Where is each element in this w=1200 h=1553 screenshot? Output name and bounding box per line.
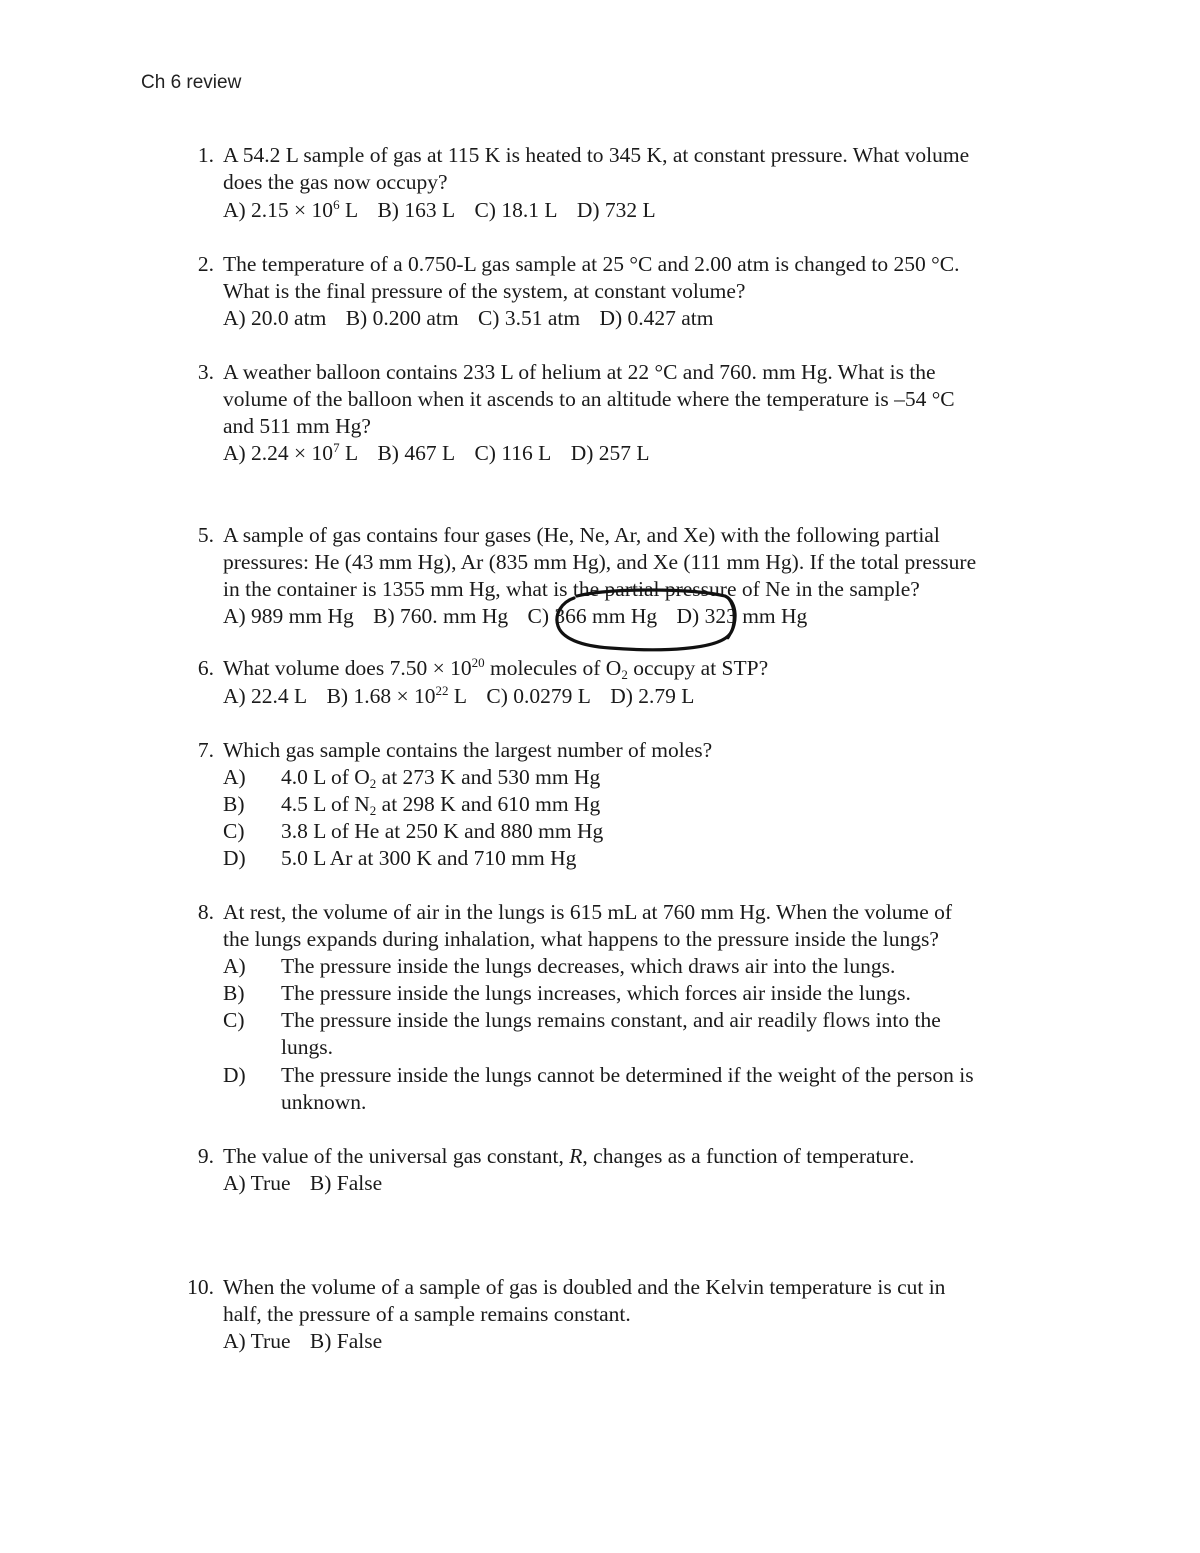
option-text: 4.5 L of $N_2$ at 298 K and 610 mm Hg	[281, 792, 601, 818]
question-number: 3.	[197, 360, 214, 384]
question-number: 6.	[197, 656, 214, 680]
choice-b: B) False	[309, 1329, 383, 1353]
choice-a: A) 22.4 L	[223, 684, 308, 708]
choice-c: C) 0.0279 L	[486, 684, 591, 708]
choice-d: D) 2.79 L	[610, 684, 695, 708]
option-letter: D)	[223, 846, 246, 870]
question-text: and 511 mm Hg?	[223, 414, 371, 438]
answer-choices	[223, 683, 694, 710]
question-text: A sample of gas contains four gases (He, Ne, Ar, and Xe) with the following partial	[223, 523, 940, 547]
question-text: pressures: He (43 mm Hg), Ar (835 mm Hg), and Xe (111 mm Hg). If the total pressure	[223, 550, 977, 574]
answer-choices	[223, 440, 650, 467]
question-text: The temperature of a 0.750-L gas sample at 25 °C and 2.00 atm is changed to 250 °C.	[223, 252, 960, 276]
choice-a: A) True	[223, 1171, 291, 1195]
option-text: 3.8 L of He at 250 K and 880 mm Hg	[281, 819, 604, 843]
question-text: half, the pressure of a sample remains constant.	[223, 1302, 631, 1326]
question-text: Which gas sample contains the largest number of moles?	[223, 738, 713, 762]
option-text: The pressure inside the lungs increases, which forces air inside the lungs.	[281, 981, 911, 1005]
choice-b: B) 467 L	[377, 441, 456, 465]
choice-b: B) 0.200 atm	[345, 306, 459, 330]
answer-choices	[223, 1328, 382, 1355]
question-text: the lungs expands during inhalation, what happens to the pressure inside the lungs?	[223, 927, 939, 951]
question-text: in the container is 1355 mm Hg, what is the partial pressure of Ne in the sample?	[223, 577, 920, 601]
choice-c: C) 18.1 L	[474, 198, 558, 222]
option-text: unknown.	[281, 1090, 367, 1114]
question-text: A 54.2 L sample of gas at 115 K is heated to 345 K, at constant pressure. What volume	[223, 143, 970, 167]
option-text: 4.0 L of $O_2$ at 273 K and 530 mm Hg	[281, 765, 601, 791]
answer-choices	[223, 1170, 382, 1197]
option-text: 5.0 L Ar at 300 K and 710 mm Hg	[281, 846, 577, 870]
page-header: Ch 6 review	[141, 72, 242, 93]
choice-d: D) 0.427 atm	[599, 306, 714, 330]
choice-b: B) 760. mm Hg	[373, 604, 509, 628]
question-text: does the gas now occupy?	[223, 170, 448, 194]
option-text: The pressure inside the lungs remains constant, and air readily flows into the	[281, 1008, 941, 1032]
choice-a: A) $2.15 \times 10^6$ L	[223, 197, 359, 222]
question-number: 1.	[197, 143, 214, 167]
option-letter: A)	[223, 765, 246, 789]
choice-c: C) 366 mm Hg	[527, 604, 658, 628]
option-text: lungs.	[281, 1035, 333, 1059]
choice-c: C) 3.51 atm	[477, 306, 581, 330]
option-text: The pressure inside the lungs decreases, which draws air into the lungs.	[281, 954, 896, 978]
question-text: The value of the universal gas constant, R, changes as a function of temperature.	[223, 1144, 915, 1168]
question-number: 9.	[197, 1144, 214, 1168]
question-text: volume of the balloon when it ascends to an altitude where the temperature is –54 °C	[223, 387, 955, 411]
question-text: What is the final pressure of the system, at constant volume?	[223, 279, 746, 303]
option-letter: B)	[223, 792, 245, 816]
choice-a: A) True	[223, 1329, 291, 1353]
answer-choices	[223, 197, 656, 224]
handwritten-circle-mark	[540, 586, 740, 656]
choice-a: A) 20.0 atm	[223, 306, 327, 330]
question-number: 7.	[197, 738, 214, 762]
question-text: A weather balloon contains 233 L of helium at 22 °C and 760. mm Hg. What is the	[223, 360, 936, 384]
question-text: When the volume of a sample of gas is doubled and the Kelvin temperature is cut in	[223, 1275, 946, 1299]
choice-c: C) 116 L	[474, 441, 552, 465]
option-letter: C)	[223, 819, 245, 843]
option-letter: A)	[223, 954, 246, 978]
choice-a: A) $2.24 \times 10^7$ L	[223, 440, 359, 465]
choice-d: D) 257 L	[570, 441, 650, 465]
question-number: 10.	[187, 1275, 214, 1299]
question-number: 5.	[197, 523, 214, 547]
choice-b: B) 163 L	[377, 198, 456, 222]
question-text: At rest, the volume of air in the lungs is 615 mL at 760 mm Hg. When the volume of	[223, 900, 953, 924]
question-number: 8.	[197, 900, 214, 924]
choice-d: D) 323 mm Hg	[676, 604, 808, 628]
option-letter: B)	[223, 981, 245, 1005]
choice-a: A) 989 mm Hg	[223, 604, 354, 628]
choice-d: D) 732 L	[576, 198, 656, 222]
choice-b: B) $1.68 \times 10^{22}$ L	[326, 683, 467, 708]
option-letter: C)	[223, 1008, 245, 1032]
question-number: 2.	[197, 252, 214, 276]
question-text: What volume does $7.50 \times 10^{20}$ molecules of $O_2$ occupy at STP?	[223, 655, 769, 682]
choice-b: B) False	[309, 1171, 383, 1195]
answer-choices	[223, 305, 714, 332]
option-text: The pressure inside the lungs cannot be determined if the weight of the person is	[281, 1063, 974, 1087]
option-letter: D)	[223, 1063, 246, 1087]
